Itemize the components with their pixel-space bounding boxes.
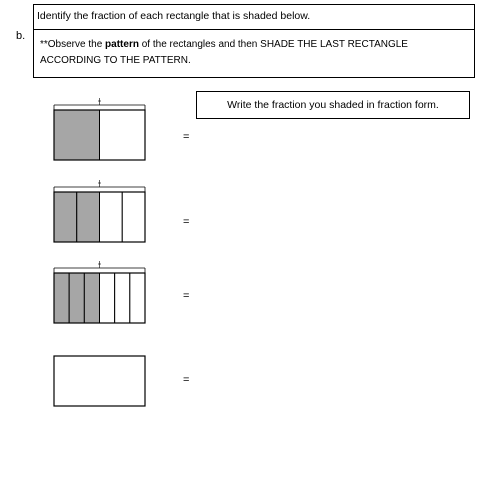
rect-3-part-6	[130, 273, 145, 323]
instructions-prefix: **Observe the	[40, 39, 106, 50]
equals-sign-1: =	[183, 131, 190, 143]
rect-2-part-4	[122, 192, 145, 242]
rect-2-part-2	[77, 192, 100, 242]
instructions-title: Identify the fraction of each rectangle that is shaded below.	[37, 10, 311, 22]
rect-2-part-1	[54, 192, 77, 242]
rect-3-part-3	[84, 273, 99, 323]
problem-label: b.	[16, 30, 26, 42]
rect-2-part-3	[100, 192, 123, 242]
instructions-bold-word: pattern	[105, 39, 139, 50]
rect-3-part-1	[54, 273, 69, 323]
fraction-prompt-box: Write the fraction you shaded in fraction form.	[196, 91, 470, 119]
equals-sign-3: =	[183, 290, 190, 302]
rect-3-part-2	[69, 273, 84, 323]
instructions-suffix: of the rectangles and then SHADE THE LAST RECTANGLE ACCORDING TO THE PATTERN.	[40, 39, 408, 66]
rect-3-part-4	[100, 273, 115, 323]
rect-3-part-5	[115, 273, 130, 323]
rectangle-4-outline	[54, 356, 145, 406]
equals-sign-2: =	[183, 216, 190, 228]
rect-1-part-2	[100, 110, 146, 160]
equals-sign-4: =	[183, 374, 190, 386]
rect-1-part-1	[54, 110, 100, 160]
